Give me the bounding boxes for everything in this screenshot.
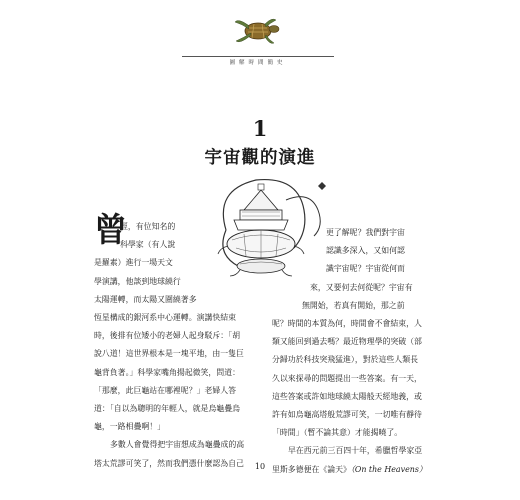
text-line: 來，又要何去何從呢？宇宙有 [310,282,413,292]
text-line: 識宇宙呢？宇宙從何而 [326,264,405,274]
text-line: 說八道！這世界根本是一塊平地，由一隻巨 [94,349,244,359]
drop-cap: 曾 [94,210,127,249]
text-line: 科學家（有人說 [120,240,176,250]
text-line: 早在西元前三百四十年，希臘哲學家亞 [288,446,423,456]
text-line: 太陽運轉，而太陽又圍繞著多 [94,294,197,304]
text-line: 「時間」（暫不論其意）才能揭曉了。 [272,428,403,438]
text-line: 多數人會覺得把宇宙想成為龜疊成的高 [110,440,245,450]
page-number: 10 [254,462,266,471]
book-citation: （On the Heavens） [350,464,427,474]
text-line: 是羅素）進行一場天文 [94,258,173,268]
chapter-title: 宇宙觀的演進 [204,148,316,168]
text-fragment: 里斯多德便在《論天》 [272,464,351,474]
running-head: 圖解時間簡史 [229,60,287,66]
text-line: 分歸功於科技突飛猛進），對於這些人類長 [272,355,418,365]
chapter-number: 1 [252,116,268,141]
text-line: 認識多深入，又如何認 [326,246,405,256]
left-column [94,218,266,473]
text-line: 塔太荒謬可笑了，然而我們憑什麼認為自己 [94,458,244,468]
text-line: 時，後排有位矮小的老婦人起身駁斥：「胡 [94,331,240,341]
header-rule [182,56,334,57]
text-line: 經，有位知名的 [120,222,176,231]
text-line: 道：「自以為聰明的年輕人，就是烏龜疊烏 [94,404,240,414]
text-line: 龜背負著。」科學家嘴角揚起微笑，問道： [94,367,240,377]
text-line: 許有如烏龜高塔般荒謬可笑，一切唯有靜待 [272,410,422,420]
text-line: 類又能回到過去嗎？最近物理學的突破（部 [272,337,422,347]
text-line: 龜，一路相疊啊！」 [94,422,166,432]
text-line: 學演講，他談到地球繞行 [94,276,181,286]
text-line: 這些答案或許如地球繞太陽般天經地義，或 [272,391,422,401]
text-line: 呢？時間的本質為何，時間會不會結束，人 [272,319,422,329]
text-line: 恆星構成的銀河系中心運轉。演講快結束 [94,313,237,323]
text-line: 久以來探尋的問題提出一些答案。有一天， [272,373,422,383]
text-line: 無開始，若真有開始，那之前 [302,300,405,310]
text-line: 「那麼，此巨龜站在哪裡呢？」老婦人答 [94,385,237,395]
sea-turtle-icon [232,14,282,48]
text-line: 更了解呢？我們對宇宙 [326,228,405,237]
right-column [272,224,428,479]
